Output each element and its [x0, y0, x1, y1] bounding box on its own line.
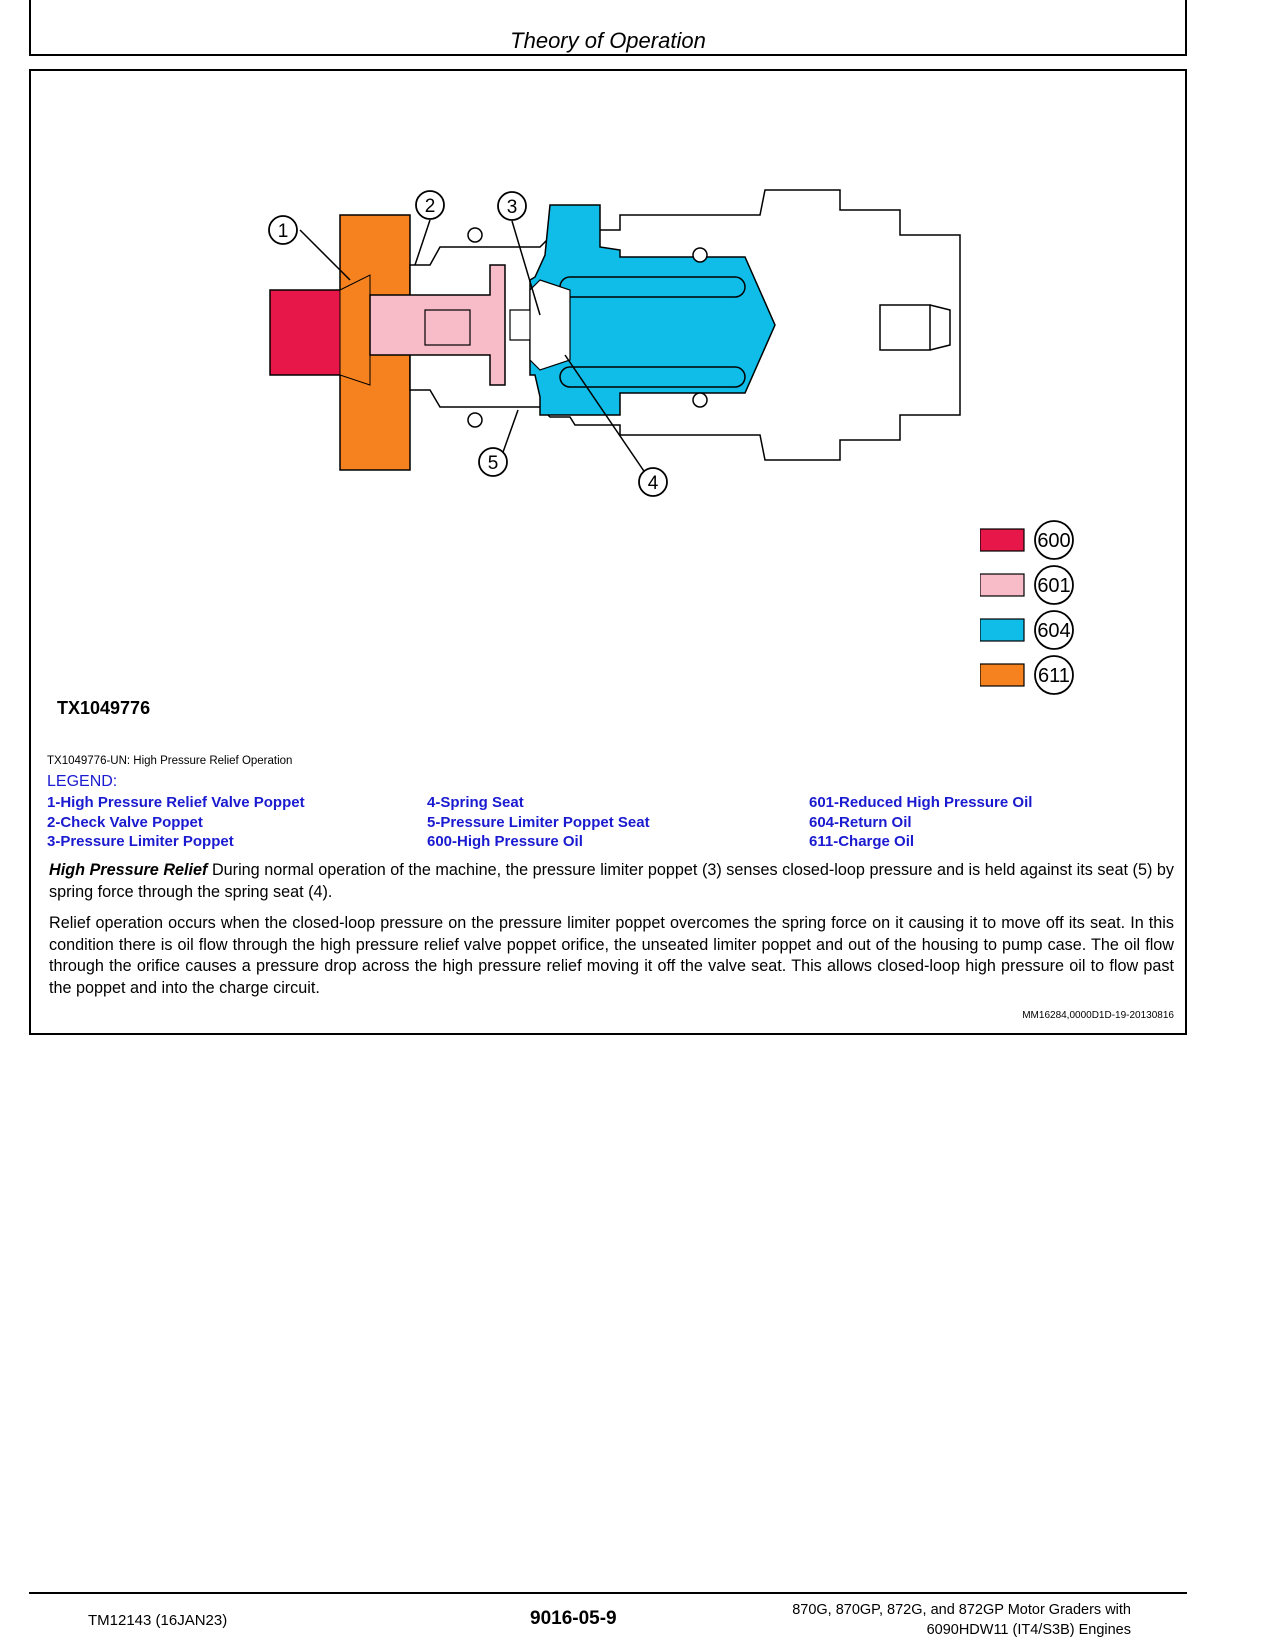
- legend-item: 4-Spring Seat: [427, 794, 524, 811]
- svg-text:604: 604: [1037, 620, 1071, 642]
- model-line-1: 870G, 870GP, 872G, and 872GP Motor Graders with: [792, 1602, 1131, 1618]
- callout-3: [498, 192, 526, 220]
- key-601: [980, 566, 1073, 604]
- page-title: Theory of Operation: [510, 28, 706, 53]
- svg-text:4: 4: [647, 473, 659, 494]
- key-611: [980, 656, 1073, 694]
- relief-valve-diagram: [240, 185, 1100, 685]
- end-plug: [880, 305, 930, 350]
- paragraph-heading: High Pressure Relief: [49, 861, 208, 879]
- legend-column-2: [427, 793, 650, 852]
- legend-item: 1-High Pressure Relief Valve Poppet: [47, 794, 305, 811]
- o-ring: [468, 413, 482, 427]
- svg-text:1: 1: [277, 221, 289, 242]
- model-description: [700, 1600, 1131, 1640]
- paragraph-text: During normal operation of the machine, the pressure limiter poppet (3) senses closed-loop pressure and is held against its seat (5) by spring force through the spring seat (4).: [49, 861, 1174, 901]
- figure-id: TX1049776: [57, 698, 151, 718]
- manual-number: TM12143 (16JAN23): [88, 1612, 228, 1629]
- callout-1: [269, 216, 297, 244]
- svg-text:5: 5: [487, 453, 499, 474]
- document-reference: MM16284,0000D1D-19-20130816: [1022, 1010, 1174, 1021]
- legend-column-1: [47, 793, 305, 852]
- legend-column-3: [809, 793, 1032, 852]
- legend-item: 2-Check Valve Poppet: [47, 813, 203, 831]
- spring-seat: [530, 280, 570, 370]
- legend-item: 604-Return Oil: [809, 813, 912, 831]
- o-ring: [693, 248, 707, 262]
- o-ring: [468, 228, 482, 242]
- legend-item: 600-High Pressure Oil: [427, 833, 583, 850]
- page-number: 9016-05-9: [530, 1608, 617, 1629]
- svg-text:611: 611: [1038, 665, 1070, 687]
- leader-line: [502, 410, 518, 455]
- o-ring: [693, 393, 707, 407]
- legend-item: 601-Reduced High Pressure Oil: [809, 794, 1033, 811]
- svg-text:2: 2: [424, 196, 436, 217]
- legend-item: 5-Pressure Limiter Poppet Seat: [427, 813, 650, 831]
- key-600: [980, 521, 1073, 559]
- legend-item: 3-Pressure Limiter Poppet: [47, 833, 234, 850]
- footer-rule: [29, 1592, 1187, 1594]
- model-line-2: 6090HDW11 (IT4/S3B) Engines: [926, 1622, 1131, 1638]
- orange-seat-shape: [340, 275, 370, 385]
- callout-5: [479, 448, 507, 476]
- svg-text:601: 601: [1037, 575, 1071, 597]
- svg-text:3: 3: [506, 197, 518, 218]
- key-604: [980, 611, 1073, 649]
- leader-line: [415, 220, 430, 265]
- inner-poppet: [425, 310, 470, 345]
- callout-4: [639, 468, 667, 496]
- high-pressure-oil-region: [270, 290, 345, 375]
- legend-title: LEGEND:: [47, 773, 118, 790]
- color-key: [980, 520, 1100, 700]
- body-paragraph-2: Relief operation occurs when the closed-loop pressure on the pressure limiter poppet overcomes the spring force on it causing it to move off its seat. In this condition there is oil flow through the high pressure relief valve poppet orifice, the unseated limiter poppet and out of the housing to pump case. The oil flow through the orifice causes a pressure drop across the high pressure relief moving it off the valve seat. This allows closed-loop high pressure oil to flow past the poppet and into the charge circuit.: [49, 914, 1174, 997]
- legend-item: 611-Charge Oil: [809, 833, 915, 850]
- body-paragraph-1: [49, 860, 1174, 903]
- figure-caption: TX1049776-UN: High Pressure Relief Operation: [47, 755, 293, 767]
- svg-text:600: 600: [1037, 530, 1071, 552]
- callout-2: [416, 191, 444, 219]
